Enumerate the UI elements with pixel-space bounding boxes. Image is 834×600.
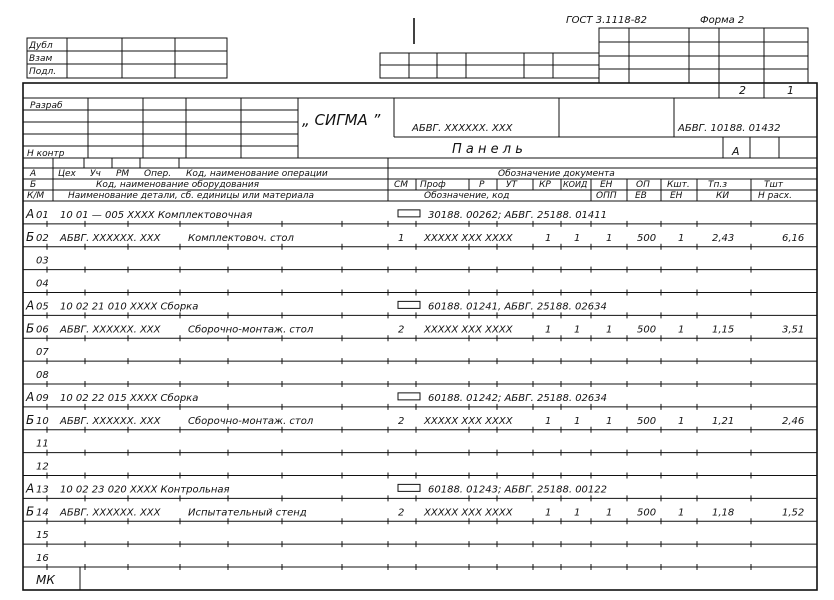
value-op: 500 — [637, 232, 657, 244]
row-number: 05 — [36, 301, 49, 313]
row-number: 10 — [36, 415, 49, 427]
equipment-code: АБВГ. XXXXXX. XXX — [60, 232, 161, 244]
legend-col-koid: КОИД — [563, 180, 588, 189]
equipment-code: АБВГ. XXXXXX. XXX — [60, 507, 161, 519]
value-tsht: 3,51 — [782, 324, 805, 336]
value-ksht: 1 — [678, 507, 685, 519]
operation-text: 10 02 21 010 XXXX Сборка — [60, 301, 199, 313]
row-number: 16 — [36, 553, 49, 564]
document-box-icon — [398, 210, 420, 217]
stamp-table-left — [27, 38, 227, 78]
equipment-name: Сборочно-монтаж. стол — [188, 415, 314, 427]
row-number: 14 — [36, 507, 49, 519]
legend-col-oper: Опер. — [144, 169, 172, 179]
value-tpz: 1,18 — [712, 507, 735, 519]
legend-col-kr: КР — [539, 180, 551, 190]
value-prof: XXXXX XXX XXXX — [424, 507, 513, 519]
document-code: АБВГ. XXXXXX. XXX — [412, 123, 513, 134]
legend-col-r: Р — [479, 180, 485, 190]
row-number: 07 — [36, 347, 49, 359]
legend-col-prof: Проф — [420, 180, 446, 190]
operation-text: 10 02 22 015 XXXX Сборка — [60, 392, 199, 404]
value-tpz: 2,43 — [712, 232, 735, 244]
value-prof: XXXXX XXX XXXX — [424, 324, 513, 336]
value-tsht: 6,16 — [782, 232, 805, 244]
value-ksht: 1 — [678, 324, 685, 336]
value-ksht: 1 — [678, 232, 685, 244]
part-name: П а н е л ь — [452, 142, 523, 157]
legend-col-op: ОП — [636, 180, 650, 190]
document-reference: АБВГ. 10188. 01432 — [678, 123, 781, 134]
form-label: Форма 2 — [700, 15, 745, 26]
row-prefix: А — [26, 206, 35, 221]
operation-document: 60188. 01242; АБВГ. 25188. 02634 — [428, 392, 607, 404]
legend-col-sm: СМ — [394, 180, 409, 190]
row-number: 06 — [36, 324, 49, 336]
value-sm: 2 — [398, 324, 405, 336]
sheet-number: 1 — [787, 84, 794, 97]
row-number: 08 — [36, 370, 49, 381]
label-n-kontr: Н контр — [27, 149, 65, 159]
row-number: 03 — [36, 255, 49, 267]
document-box-icon — [398, 301, 420, 308]
legend-col-n-rash: Н расх. — [758, 191, 792, 201]
operation-document: 60188. 01243; АБВГ. 25188. 00122 — [428, 484, 607, 496]
value-tsht: 2,46 — [782, 415, 805, 427]
row-prefix: А — [26, 298, 35, 313]
row-prefix: Б — [26, 229, 35, 244]
sheet-total: 2 — [739, 84, 746, 97]
row-number: 12 — [36, 461, 49, 473]
value-sm: 2 — [398, 415, 405, 427]
top-right-boxes — [599, 28, 808, 83]
value-kr: 1 — [606, 507, 613, 519]
legend-col-tseh: Цех — [58, 169, 76, 179]
value-ut: 1 — [574, 232, 581, 244]
legend-col-ki: КИ — [716, 191, 730, 201]
row-prefix: А — [26, 481, 35, 496]
title-block — [23, 98, 817, 159]
operation-text: 10 02 23 020 XXXX Контрольная — [60, 484, 230, 496]
legend-col-ev: ЕВ — [635, 191, 647, 201]
row-number: 15 — [36, 530, 49, 542]
row-prefix: Б — [26, 412, 35, 427]
legend-a-text: Код, наименование операции — [186, 169, 328, 179]
row-number: 09 — [36, 392, 49, 404]
legend-km-prefix: К/М — [27, 191, 45, 201]
operation-document: 30188. 00262; АБВГ. 25188. 01411 — [428, 209, 607, 221]
operation-rows — [23, 207, 817, 570]
value-op: 500 — [637, 324, 657, 336]
value-ut: 1 — [574, 415, 581, 427]
equipment-name: Испытательный стенд — [188, 507, 307, 519]
row-number: 11 — [36, 438, 49, 450]
row-prefix: Б — [26, 504, 35, 519]
legend-col-opp: ОПП — [596, 191, 617, 201]
legend-header — [23, 158, 817, 201]
label-razrab: Разраб — [30, 101, 63, 111]
row-number: 13 — [36, 484, 49, 496]
value-ut: 1 — [574, 507, 581, 519]
legend-col-en: ЕН — [600, 180, 613, 190]
equipment-code: АБВГ. XXXXXX. XXX — [60, 324, 161, 336]
equipment-name: Комплектовоч. стол — [188, 232, 294, 244]
legend-a-doc: Обозначение документа — [498, 169, 615, 179]
form-code: МК — [36, 573, 55, 587]
company-name: „ СИГМА ” — [302, 111, 381, 129]
value-tsht: 1,52 — [782, 507, 805, 519]
standard-label: ГОСТ 3.1118-82 — [566, 15, 648, 26]
value-tpz: 1,15 — [712, 324, 735, 336]
equipment-code: АБВГ. XXXXXX. XXX — [60, 415, 161, 427]
row-number: 01 — [36, 209, 49, 221]
operation-text: 10 01 — 005 XXXX Комплектовочная — [60, 209, 253, 221]
value-r: 1 — [545, 232, 552, 244]
label-dubl: Дубл — [29, 41, 53, 51]
value-r: 1 — [545, 415, 552, 427]
value-tpz: 1,21 — [712, 415, 735, 427]
document-box-icon — [398, 484, 420, 491]
value-op: 500 — [637, 415, 657, 427]
value-r: 1 — [545, 507, 552, 519]
row-number: 04 — [36, 278, 49, 290]
legend-col-ut: УТ — [506, 180, 517, 190]
value-kr: 1 — [606, 232, 613, 244]
row-number: 02 — [36, 232, 49, 244]
label-vzam: Взам — [29, 54, 53, 64]
legend-col-rm: РМ — [116, 169, 130, 179]
value-kr: 1 — [606, 415, 613, 427]
legend-col-uch: Уч — [90, 169, 101, 179]
legend-km-text: Наименование детали, сб. единицы или материала — [68, 191, 315, 201]
litera: А — [732, 145, 740, 158]
operation-document: 60188. 01241, АБВГ. 25188. 02634 — [428, 301, 607, 313]
value-ut: 1 — [574, 324, 581, 336]
value-prof: XXXXX XXX XXXX — [424, 232, 513, 244]
value-sm: 1 — [398, 232, 405, 244]
legend-a-prefix: А — [30, 169, 37, 179]
value-sm: 2 — [398, 507, 405, 519]
legend-b-text: Код, наименование оборудования — [96, 180, 260, 190]
row-prefix: Б — [26, 321, 35, 336]
equipment-name: Сборочно-монтаж. стол — [188, 324, 314, 336]
value-ksht: 1 — [678, 415, 685, 427]
stamp-table-middle — [380, 18, 599, 78]
footer — [23, 567, 817, 590]
legend-b-prefix: Б — [30, 180, 37, 190]
value-op: 500 — [637, 507, 657, 519]
legend-col-tsht: Тшт — [764, 180, 783, 190]
value-prof: XXXXX XXX XXXX — [424, 415, 513, 427]
legend-col-tpz: Тп.з — [708, 180, 728, 190]
value-kr: 1 — [606, 324, 613, 336]
legend-km-doc: Обозначение, код — [424, 191, 510, 201]
value-r: 1 — [545, 324, 552, 336]
legend-col-en-2: ЕН — [670, 191, 683, 201]
document-box-icon — [398, 393, 420, 400]
legend-col-ksht: Кшт. — [667, 180, 690, 190]
label-podl: Подл. — [29, 67, 57, 77]
row-prefix: А — [26, 389, 35, 404]
